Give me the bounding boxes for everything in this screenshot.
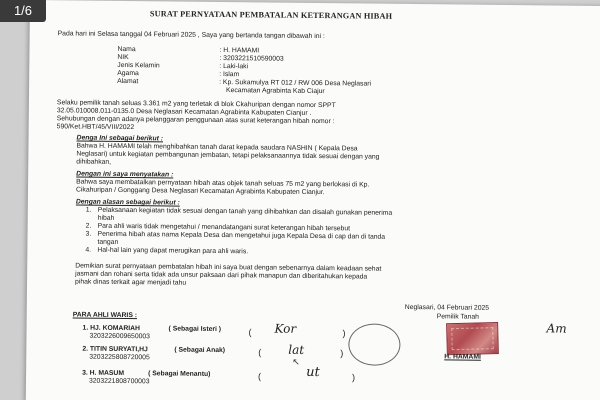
reason-text: Para ahli waris tidak mengetahui / menandatangani surat keterangan hibah tersebut	[97, 222, 351, 233]
document-page	[26, 0, 600, 400]
owner-signature-icon: Am	[546, 321, 567, 336]
reason-number: 4.	[85, 246, 92, 254]
annotation-arrow-icon: ↖	[292, 356, 300, 367]
witness-role: ( Sebagai Menantu)	[148, 370, 211, 378]
reason-text: hibah	[97, 214, 115, 222]
signature-bracket-close: )	[342, 328, 346, 339]
closing-line: pihak dinas terkait agar menjadi tahu	[75, 278, 187, 287]
section-heading-statement: Denga Ini sebagai berikut :	[76, 134, 164, 143]
place-date: Neglasari, 04 Februari 2025	[404, 303, 490, 312]
witness-name: 3. H. MASUM	[82, 369, 125, 378]
witness-heading: PARA AHLI WARIS :	[72, 311, 138, 320]
owner-paragraph-line: Selaku pemilik tanah seluas 3.361 m2 yang terletak di blok Ckahuripan dengan nomor SPPT	[56, 99, 336, 110]
section-declaration-line: Bahwa saya membatalkan pernyataan hibah atas objek tanah seluas 75 m2 yang berlokasi di Kp.	[76, 178, 370, 189]
intro-line: Pada hari ini Selasa tanggal 04 Februari 2025 , Saya yang bertanda tangan dibawah ini :	[57, 30, 325, 41]
reason-number: 2.	[85, 222, 92, 230]
closing-line: jasmani dan rohani serta tidak ada unsur paksaan dari pihak manapun dan diberitahukan kepada	[75, 270, 368, 281]
section-statement-line: dihibahkan,	[76, 158, 112, 166]
owner-paragraph-line: 590/Ket.HBT/45/VIII/2022	[56, 123, 135, 132]
section-statement-line: Neglasari) untuk kegiatan pembangunan jembatan, tetapi pelaksanaannya tidak sesuai dengan yang	[76, 150, 380, 161]
field-value-gender: : Laki-laki	[219, 62, 249, 71]
page-counter: 1/6	[0, 0, 46, 22]
field-value-address-cont: Kecamatan Agrabinta Kab Ciajur	[226, 87, 325, 96]
reason-number: 3.	[85, 230, 92, 238]
signature-bracket-open: (	[258, 347, 262, 358]
witness-signature-icon: lat	[288, 342, 305, 357]
signature-bracket-open: (	[248, 327, 252, 338]
reason-text: Pelaksanaan kegiatan tidak sesuai dengan tanah yang dihibahkan dan disalah gunakan penerima	[97, 206, 393, 217]
field-label-address: Alamat	[117, 77, 139, 86]
section-declaration-line: Cikahuripan / Gonggang Desa Neglasari Kecamatan Agrabinta Kabupaten Cianjur.	[75, 186, 325, 197]
witness-signature-icon: ut	[306, 364, 320, 381]
witness-nik: 3203221808700003	[88, 377, 150, 386]
revenue-stamp-icon	[446, 322, 499, 355]
reason-text: Penerima hibah atas nama Kepala Desa dan mengetahui juga Kepala Desa di cap dan di tanda	[97, 230, 386, 241]
annotation-circle-icon	[348, 323, 400, 366]
signature-bracket-open: (	[258, 371, 262, 382]
owner-paragraph-line: Sehubungan dengan adanya pelanggaran penggunaan atas surat keterangan hibah nomor :	[56, 115, 335, 126]
document-title: SURAT PERNYATAAN PEMBATALAN KETERANGAN HIBAH	[149, 9, 393, 21]
witness-name: 1. HJ. KOMARIAH	[82, 324, 141, 333]
witness-nik: 3203226009650003	[89, 332, 151, 341]
signature-bracket-close: )	[340, 348, 344, 359]
reason-number: 1.	[85, 206, 92, 214]
witness-role: ( Sebagai Isteri )	[168, 325, 222, 334]
owner-name: H. HAMAMI	[444, 353, 481, 361]
reason-text: Hal-hal lain yang dapat merugikan para ahli waris.	[97, 246, 249, 256]
signature-bracket-close: )	[352, 372, 356, 383]
closing-line: Demikian surat pernyataan pembatalan hibah ini saya buat dengan sebenarnya dalam keadaan sehat	[75, 262, 382, 273]
section-heading-declaration: Dengan ini saya menyatakan :	[76, 170, 174, 179]
witness-role: ( Sebagai Anak)	[174, 346, 226, 355]
field-label-religion: Agama	[117, 69, 139, 78]
field-label-gender: Jenis Kelamin	[117, 61, 160, 70]
witness-name: 2. TITIN SURYATI,HJ	[82, 345, 148, 354]
section-heading-reasons: Dengan alasan sebagai berikut :	[75, 198, 180, 207]
owner-label: Pemilik Tanah	[436, 313, 479, 321]
owner-paragraph-line: 32.05.010008.011-0135.0 Desa Neglasari Kecamatan Agrabinta Kabupaten Cianjur .	[56, 107, 312, 117]
reason-text: tangan	[97, 238, 119, 246]
field-value-address: : Kp. Sukamulya RT 012 / RW 006 Desa Neglasari	[219, 78, 372, 88]
section-statement-line: Bahwa H. HAMAMI telah menghibahkan tanah darat kepada saudara NASHIN ( Kepala Desa	[76, 142, 358, 153]
field-value-nik: : 3203221510590003	[219, 54, 284, 63]
field-value-nama: : H. HAMAMI	[219, 46, 260, 55]
field-value-religion: : Islam	[219, 70, 240, 79]
witness-nik: 3203225808720005	[89, 353, 150, 362]
witness-signature-icon: Kor	[274, 321, 297, 336]
field-label-nama: Nama	[117, 45, 136, 54]
field-label-nik: NIK	[117, 53, 129, 62]
